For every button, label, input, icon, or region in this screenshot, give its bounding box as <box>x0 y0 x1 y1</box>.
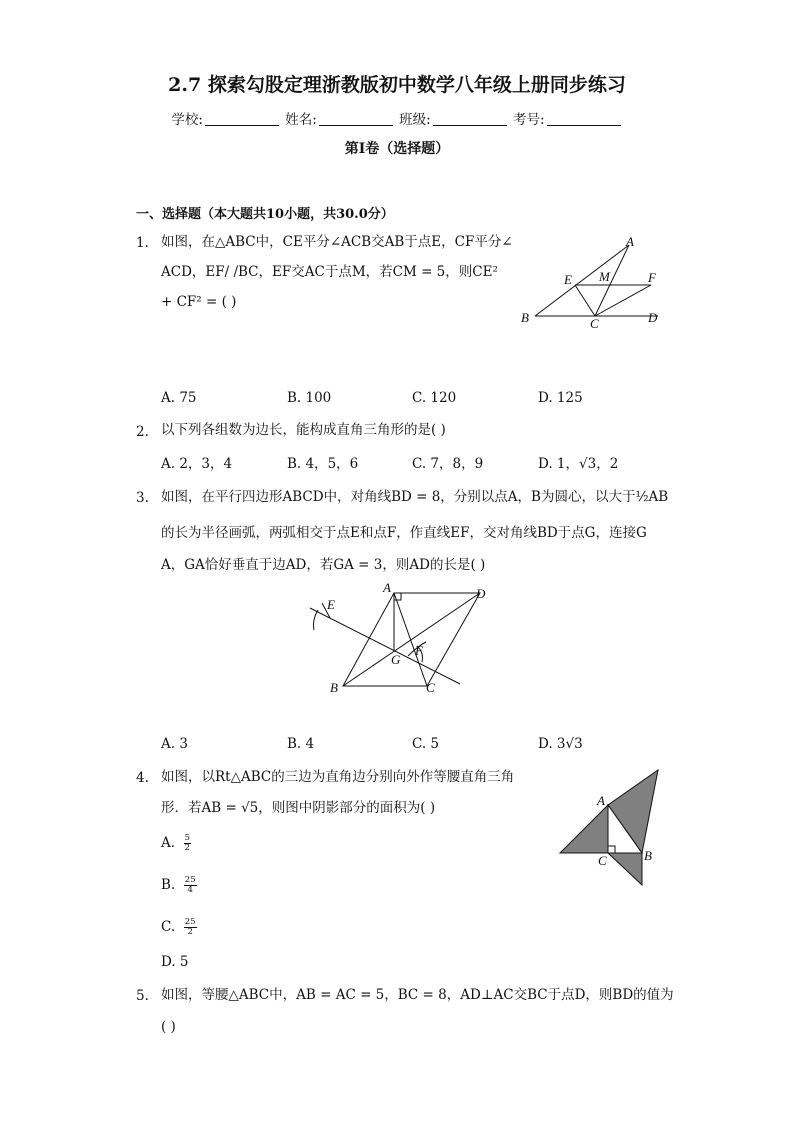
q1-label-a: A <box>626 234 634 249</box>
q4-c-den: 2 <box>187 927 193 937</box>
q1-label-d: D <box>648 310 658 325</box>
q1-label-b: B <box>521 310 529 325</box>
question-2-number: 2. <box>136 424 149 440</box>
question-4-option-a: A. $\frac{5}{2}$ <box>161 833 191 853</box>
question-5-number: 5. <box>136 988 149 1004</box>
name-label: 姓名: <box>285 112 317 128</box>
q3-label-c: C <box>426 680 435 695</box>
question-1-line-3: + CF² = ( ) <box>161 294 237 310</box>
question-4-option-b: B. $\frac{25}{4}$ <box>161 875 196 895</box>
question-1-line-1: 如图，在△ABC中，CE平分∠ACB交AB于点E，CF平分∠ <box>161 234 513 250</box>
question-3-option-d: D. 3√3 <box>538 736 583 752</box>
q3-label-g: G <box>391 652 401 667</box>
q4-label-b: B <box>644 848 652 863</box>
school-label: 学校: <box>171 112 203 128</box>
q4-label-c: C <box>598 853 607 868</box>
volume-heading: 第I卷（选择题） <box>344 141 450 157</box>
q4-label-a: A <box>597 793 605 808</box>
question-2-option-d: D. 1，√3，2 <box>538 456 619 472</box>
q3-label-e: E <box>327 597 335 612</box>
q3-label-b: B <box>330 680 338 695</box>
question-4-option-c: C. $\frac{25}{2}$ <box>161 917 196 937</box>
question-2-option-a: A. 2，3，4 <box>161 456 233 472</box>
question-1-line-2: ACD，EF/ /BC，EF交AC于点M，若CM = 5，则CE² <box>161 264 498 280</box>
q4-a-num: 5 <box>184 833 191 843</box>
name-blank <box>319 111 393 126</box>
question-4-number: 4. <box>136 770 149 786</box>
student-info-line <box>0 108 794 128</box>
question-2-option-b: B. 4，5，6 <box>287 456 359 472</box>
q4-b-den: 4 <box>187 885 193 895</box>
document-title: 2.7 探索勾股定理浙教版初中数学八年级上册同步练习 <box>168 74 626 96</box>
q1-label-c: C <box>590 316 599 331</box>
question-1-option-a: A. 75 <box>161 390 197 406</box>
question-3-line-3: A，GA恰好垂直于边AD，若GA = 3，则AD的长是( ) <box>161 557 486 573</box>
question-1-number: 1. <box>136 235 149 251</box>
question-4-figure <box>555 765 660 890</box>
question-4-option-d: D. 5 <box>161 954 189 970</box>
question-3-line-2: 的长为半径画弧，两弧相交于点E和点F，作直线EF，交对角线BD于点G，连接G <box>161 525 647 541</box>
question-4-line-2: 形．若AB = √5，则图中阴影部分的面积为( ) <box>161 800 436 816</box>
q4-a-den: 2 <box>184 843 191 853</box>
question-1-option-d: D. 125 <box>538 390 583 406</box>
question-5-line-1: 如图，等腰△ABC中，AB = AC = 5，BC = 8，AD⊥AC交BC于点D，则BD的值为 <box>161 987 674 1003</box>
q3-label-a: A <box>383 580 391 595</box>
q1-label-m: M <box>599 269 610 284</box>
question-3-option-c: C. 5 <box>412 736 440 752</box>
class-blank <box>433 111 507 126</box>
question-3-option-b: B. 4 <box>287 736 315 752</box>
school-blank <box>205 111 279 126</box>
question-5-line-2: ( ) <box>161 1019 176 1035</box>
question-3-line-1: 如图，在平行四边形ABCD中，对角线BD = 8，分别以点A，B为圆心，以大于½AB <box>161 489 669 505</box>
class-label: 班级: <box>399 112 431 128</box>
question-3-option-a: A. 3 <box>161 736 188 752</box>
section-heading: 一、选择题（本大题共10小题，共30.0分） <box>136 207 394 222</box>
q3-label-d: D <box>476 586 486 601</box>
q1-label-e: E <box>564 272 572 287</box>
question-1-option-b: B. 100 <box>287 390 332 406</box>
number-blank <box>547 111 621 126</box>
question-1-option-c: C. 120 <box>412 390 457 406</box>
q3-label-f: F <box>415 643 423 658</box>
question-2-line-1: 以下列各组数为边长，能构成直角三角形的是( ) <box>161 422 446 438</box>
q4-b-num: 25 <box>184 875 196 885</box>
number-label: 考号: <box>513 112 545 128</box>
q1-label-f: F <box>648 270 656 285</box>
question-1-figure <box>515 232 665 332</box>
question-3-figure <box>300 580 486 695</box>
question-2-option-c: C. 7，8，9 <box>412 456 484 472</box>
question-3-number: 3. <box>136 490 149 506</box>
question-4-line-1: 如图，以Rt△ABC的三边为直角边分别向外作等腰直角三角 <box>161 769 515 785</box>
q4-c-num: 25 <box>184 917 196 927</box>
